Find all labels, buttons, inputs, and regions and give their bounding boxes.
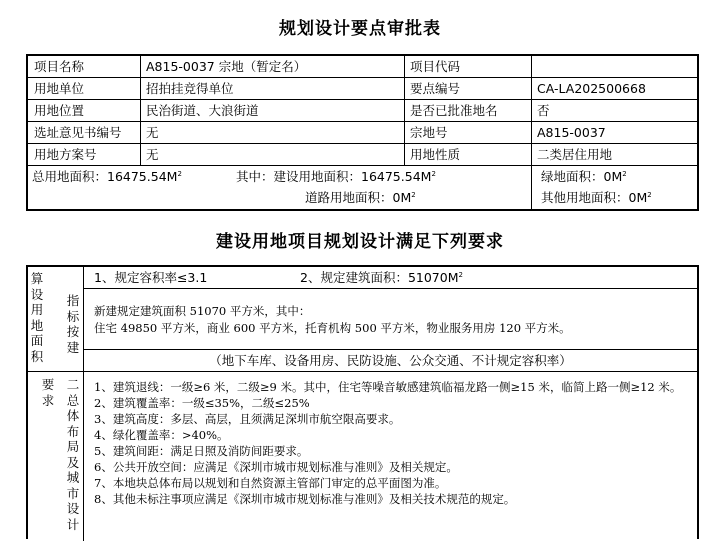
parcel-no-value: A815-0037 xyxy=(537,125,606,140)
site-opinion-no-label: 选址意见书编号 xyxy=(34,125,122,140)
project-name-label: 项目名称 xyxy=(34,59,85,74)
land-location-label: 用地位置 xyxy=(34,103,85,118)
approved-name-value: 否 xyxy=(537,103,550,118)
area-detail-line2: 住宅 49850 平方米，商业 600 平方米，托育机构 500 平方米，物业服务用房 120 平方米。 xyxy=(94,321,571,335)
grid-line xyxy=(404,56,405,166)
requirement-item: 4、绿化覆盖率：>40%。 xyxy=(94,428,229,442)
land-plan-no-label: 用地方案号 xyxy=(34,147,97,162)
building-area: 2、规定建筑面积：$51070M^2$ xyxy=(300,270,463,285)
approved-name-label: 是否已批准地名 xyxy=(410,103,498,118)
land-user-label: 用地单位 xyxy=(34,81,85,96)
construction-land-area: 其中：建设用地面积：$16475.54M^2$ xyxy=(236,169,436,184)
grid-line xyxy=(531,56,532,166)
grid-line xyxy=(83,372,84,541)
approval-table xyxy=(26,54,699,211)
grid-line xyxy=(28,99,697,100)
requirement-item: 2、建筑覆盖率：一级≤35%，二级≤25% xyxy=(94,396,310,410)
requirements-table xyxy=(26,265,699,539)
land-use-label: 用地性质 xyxy=(410,147,461,162)
other-land-area: 其他用地面积：$0M^2$ xyxy=(541,190,652,205)
section2-label-right: 二总体布局及城市设计 xyxy=(66,377,80,532)
site-opinion-no-value: 无 xyxy=(146,125,159,140)
parcel-no-label: 宗地号 xyxy=(410,125,448,140)
project-code-label: 项目代码 xyxy=(410,59,461,74)
land-user-value: 招拍挂竞得单位 xyxy=(146,81,234,96)
approval-form-title: 规划设计要点审批表 xyxy=(279,19,441,39)
section2-label-left: 要求 xyxy=(41,377,55,408)
grid-line xyxy=(84,288,697,289)
key-point-no-value: CA-LA202500668 xyxy=(537,81,646,96)
key-point-no-label: 要点编号 xyxy=(410,81,461,96)
requirement-item: 3、建筑高度：多层、高层，且须满足深圳市航空限高要求。 xyxy=(94,412,401,426)
area-detail-line1: 新建规定建筑面积 51070 平方米，其中： xyxy=(94,304,311,318)
road-land-area: 道路用地面积：$0M^2$ xyxy=(305,190,416,205)
exclusion-note: （地下车库、设备用房、民防设施、公众交通、不计规定容积率） xyxy=(209,353,572,368)
grid-line xyxy=(531,166,532,209)
requirement-list xyxy=(94,379,694,507)
floor-area-ratio: 1、规定容积率≤3.1 xyxy=(94,270,208,285)
grid-line xyxy=(140,56,141,166)
requirement-item: 1、建筑退线：一级≥6 米，二级≥9 米。其中，住宅等噪音敏感建筑临福龙路一侧≥15 米，临简上路一侧≥12 米。 xyxy=(94,380,682,394)
section1-label-left: 算设用地面积 xyxy=(30,271,44,364)
requirement-item: 7、本地块总体布局以规划和自然资源主管部门审定的总平面图为准。 xyxy=(94,476,447,490)
requirement-item: 5、建筑间距：满足日照及消防间距要求。 xyxy=(94,444,309,458)
requirement-item: 6、公共开放空间：应满足《深圳市城市规划标准与准则》及相关规定。 xyxy=(94,460,458,474)
requirements-title: 建设用地项目规划设计满足下列要求 xyxy=(216,232,504,252)
land-plan-no-value: 无 xyxy=(146,147,159,162)
land-use-value: 二类居住用地 xyxy=(537,147,613,162)
green-area: 绿地面积：$0M^2$ xyxy=(541,169,627,184)
grid-line xyxy=(28,371,697,372)
project-name-value: A815-0037 宗地（暂定名） xyxy=(146,59,307,74)
requirement-item: 8、其他未标注事项应满足《深圳市城市规划标准与准则》及相关技术规范的规定。 xyxy=(94,492,516,506)
total-land-area: 总用地面积：$16475.54M^2$ xyxy=(32,169,182,184)
land-location-value: 民治街道、大浪街道 xyxy=(146,103,259,118)
section1-label-index: 指标按建 xyxy=(66,293,80,355)
